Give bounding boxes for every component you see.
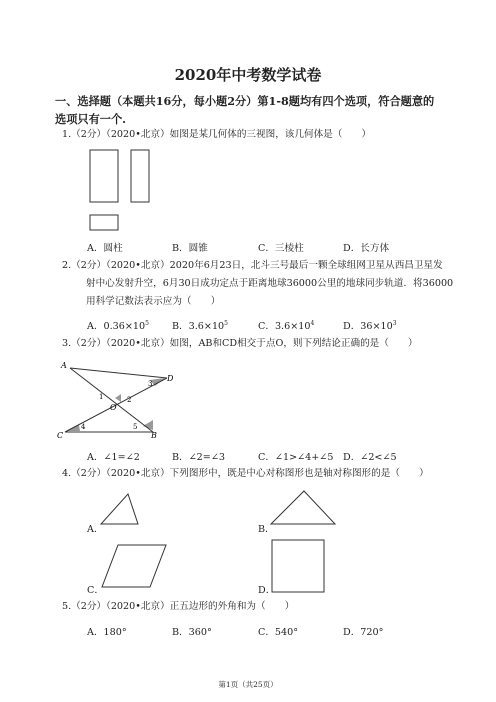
q3-option-c: C．∠1>∠4+∠5 bbox=[258, 452, 334, 463]
q1-option-d: D．长方体 bbox=[343, 243, 390, 254]
angle-5-label: 5 bbox=[133, 423, 138, 431]
question-3-intersecting-lines-figure bbox=[55, 358, 175, 440]
q3-option-d: D．∠2<∠5 bbox=[343, 452, 397, 463]
q5-option-b: B．360° bbox=[172, 627, 212, 638]
question-2-line-3: 用科学记数法表示应为（ ） bbox=[86, 296, 221, 307]
page-footer: 第1页（共25页） bbox=[218, 680, 278, 689]
page-title: 2020年中考数学试卷 bbox=[174, 66, 322, 84]
q2-option-d: D．$36\times 10^3$ bbox=[343, 320, 397, 332]
label-d: D bbox=[167, 374, 174, 383]
q4-option-c-parallelogram bbox=[100, 543, 170, 591]
label-b: B bbox=[151, 431, 157, 440]
q1-option-c: C．三棱柱 bbox=[258, 243, 304, 254]
question-2-line-1: 2.（2分）（2020•北京）2020年6月23日，北斗三号最后一颗全球组网卫星从西昌卫星发 bbox=[62, 260, 443, 271]
q3-option-a: A．∠1=∠2 bbox=[87, 452, 140, 463]
label-c: C bbox=[57, 431, 64, 440]
question-1-text: 1.（2分）（2020•北京）如图是某几何体的三视图，该几何体是（ ） bbox=[62, 129, 372, 140]
q3-option-b: B．∠2=∠3 bbox=[172, 452, 225, 463]
question-4-text: 4.（2分）（2020•北京）下列图形中，既是中心对称图形也是轴对称图形的是（ ） bbox=[62, 468, 429, 479]
question-1-three-view-figure bbox=[85, 148, 155, 234]
q4-option-b-label: B． bbox=[258, 524, 275, 535]
q4-option-d-label: D． bbox=[258, 585, 276, 596]
angle-2-label: 2 bbox=[127, 396, 132, 404]
q4-option-c-label: C． bbox=[87, 585, 104, 596]
q5-option-c: C．540° bbox=[258, 627, 299, 638]
angle-4-label: 4 bbox=[81, 423, 86, 431]
q1-option-a: A．圆柱 bbox=[87, 243, 123, 254]
question-5-text: 5.（2分）（2020•北京）正五边形的外角和为（ ） bbox=[62, 601, 295, 612]
question-3-text: 3.（2分）（2020•北京）如图，AB和CD相交于点O，则下列结论正确的是（ ） bbox=[62, 338, 418, 349]
question-2-line-2: 射中心发射升空，6月30日成功定点于距离地球36000公里的地球同步轨道．将36000 bbox=[86, 278, 454, 289]
label-a: A bbox=[61, 361, 67, 370]
angle-3-label: 3 bbox=[148, 380, 153, 388]
q4-option-d-square bbox=[270, 538, 326, 594]
section-heading: 一、选择题（本题共16分，每小题2分）第1-8题均有四个选项，符合题意的选项只有一个. bbox=[55, 94, 435, 126]
q2-option-c: C．$3.6\times 10^4$ bbox=[258, 320, 315, 332]
q5-option-a: A．180° bbox=[87, 627, 127, 638]
q5-option-d: D．720° bbox=[343, 627, 384, 638]
angle-1-label: 1 bbox=[99, 393, 104, 401]
q1-option-b: B．圆锥 bbox=[172, 243, 208, 254]
q2-option-b: B．$3.6\times 10^5$ bbox=[172, 320, 228, 332]
q4-option-a-label: A． bbox=[87, 524, 104, 535]
label-o: O bbox=[110, 403, 117, 412]
q2-option-a: A．$0.36\times 10^5$ bbox=[87, 320, 149, 332]
q4-option-b-triangle bbox=[268, 488, 338, 528]
q4-option-a-triangle bbox=[98, 492, 142, 528]
